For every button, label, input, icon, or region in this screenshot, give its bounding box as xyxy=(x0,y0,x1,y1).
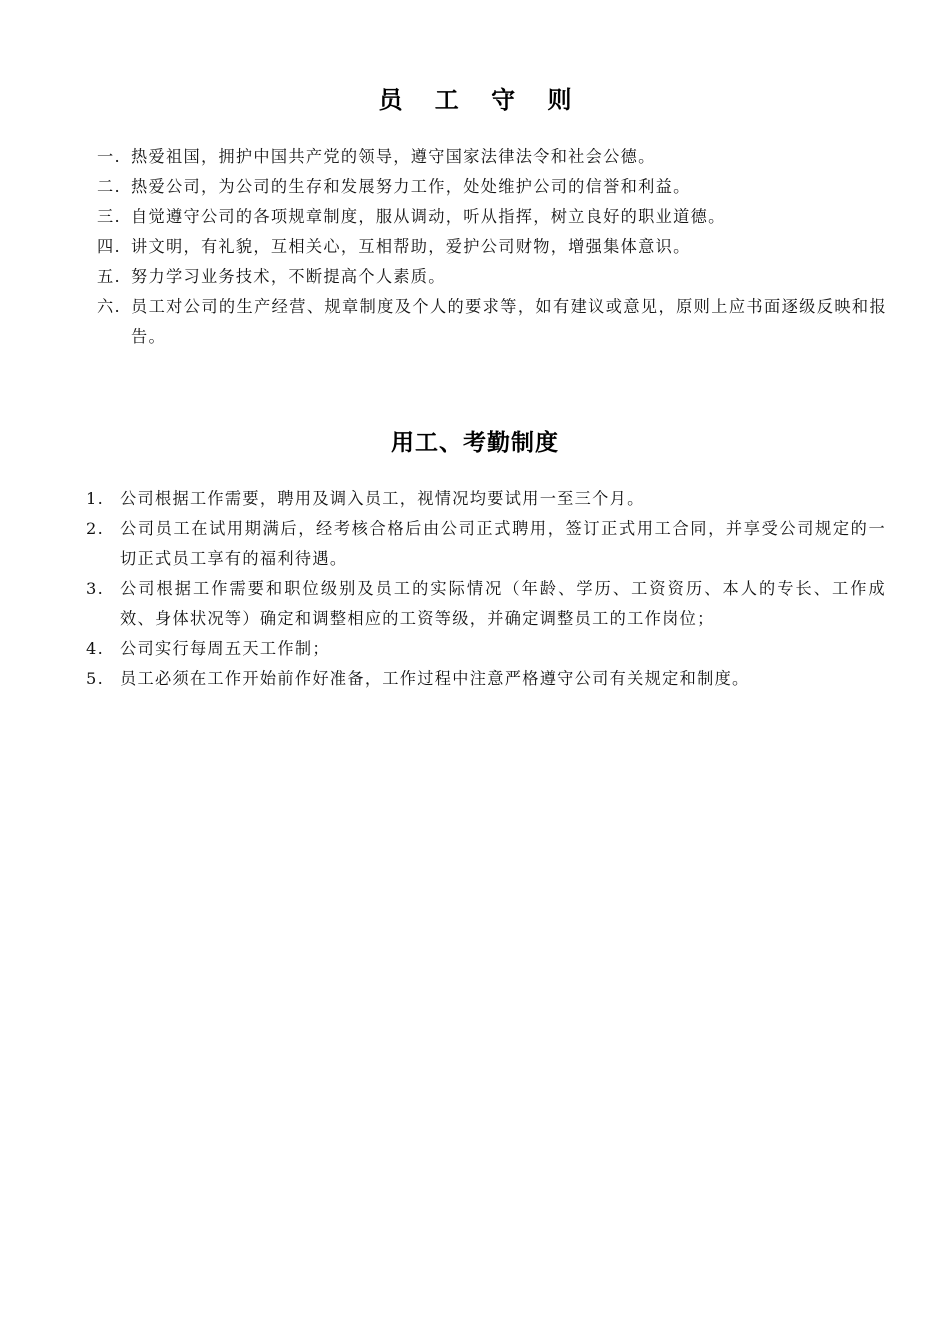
list-item xyxy=(97,262,887,292)
item-text: 自觉遵守公司的各项规章制度，服从调动，听从指挥，树立良好的职业道德。 xyxy=(131,207,726,226)
item-text: 公司根据工作需要和职位级别及员工的实际情况（年龄、学历、工资资历、本人的专长、工作成效、身体状况等）确定和调整相应的工资等级，并确定调整员工的工作岗位； xyxy=(120,579,886,628)
item-number: 二. xyxy=(97,177,121,196)
item-number: 2. xyxy=(86,519,105,538)
item-number: 5. xyxy=(86,669,105,688)
employment-attendance-list xyxy=(86,484,886,694)
item-text: 公司员工在试用期满后，经考核合格后由公司正式聘用，签订正式用工合同，并享受公司规定的一切正式员工享有的福利待遇。 xyxy=(120,519,886,568)
employee-code-list xyxy=(97,142,887,352)
item-text: 努力学习业务技术，不断提高个人素质。 xyxy=(131,267,446,286)
item-number: 1. xyxy=(86,489,105,508)
employment-attendance-title: 用工、考勤制度 xyxy=(391,430,559,456)
item-text: 热爱公司，为公司的生存和发展努力工作，处处维护公司的信誉和利益。 xyxy=(131,177,691,196)
item-number: 五. xyxy=(97,267,121,286)
list-item xyxy=(86,664,886,694)
list-item xyxy=(86,514,886,574)
item-text: 公司根据工作需要，聘用及调入员工，视情况均要试用一至三个月。 xyxy=(120,489,645,508)
item-text: 公司实行每周五天工作制； xyxy=(120,639,330,658)
list-item xyxy=(97,292,887,352)
list-item xyxy=(97,172,887,202)
list-item xyxy=(86,574,886,634)
item-number: 3. xyxy=(86,579,105,598)
list-item xyxy=(97,232,887,262)
list-item xyxy=(97,142,887,172)
item-text: 讲文明，有礼貌，互相关心，互相帮助，爱护公司财物，增强集体意识。 xyxy=(131,237,691,256)
item-text: 热爱祖国，拥护中国共产党的领导，遵守国家法律法令和社会公德。 xyxy=(131,147,656,166)
item-number: 三. xyxy=(97,207,121,226)
item-number: 四. xyxy=(97,237,121,256)
employee-code-title: 员 工 守 则 xyxy=(378,86,584,114)
item-number: 一. xyxy=(97,147,121,166)
list-item xyxy=(97,202,887,232)
item-text: 员工对公司的生产经营、规章制度及个人的要求等，如有建议或意见，原则上应书面逐级反映和报告。 xyxy=(131,297,887,346)
list-item xyxy=(86,484,886,514)
item-number: 六. xyxy=(97,297,121,316)
item-number: 4. xyxy=(86,639,105,658)
item-text: 员工必须在工作开始前作好准备，工作过程中注意严格遵守公司有关规定和制度。 xyxy=(120,669,750,688)
list-item xyxy=(86,634,886,664)
